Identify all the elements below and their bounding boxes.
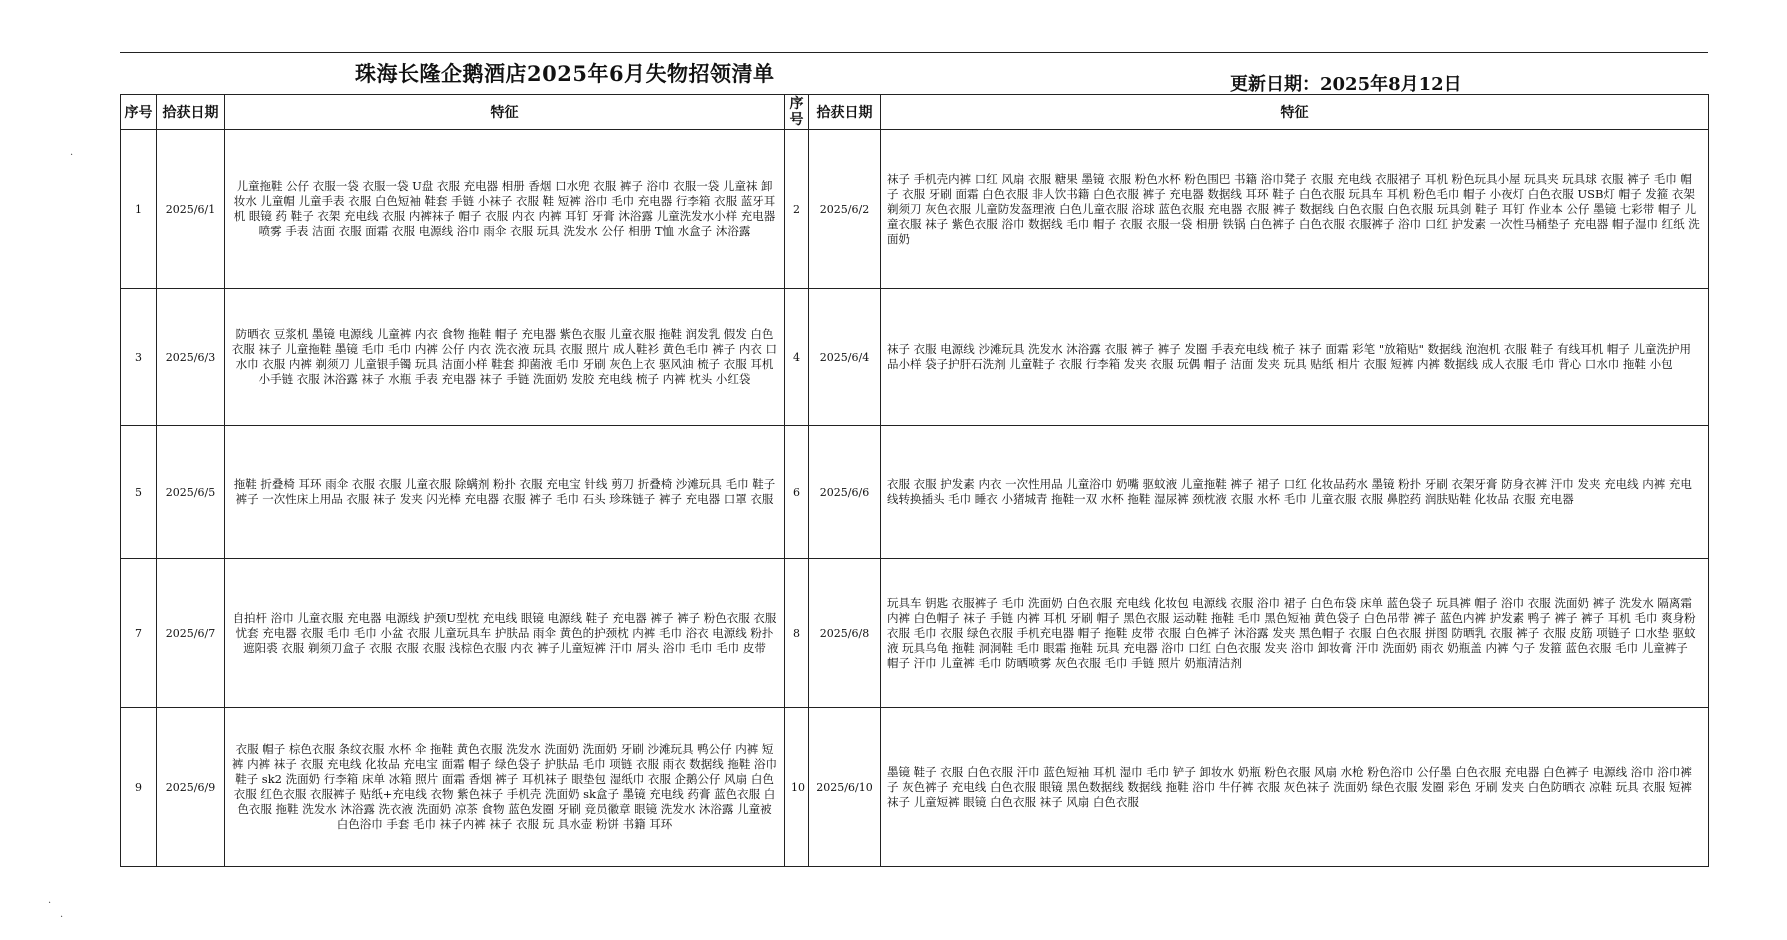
- row-no-2: 8: [785, 559, 809, 708]
- scan-speck: ·: [48, 898, 52, 909]
- row-date-2: 2025/6/8: [809, 559, 881, 708]
- table-row: [121, 708, 1709, 867]
- row-date-2: 2025/6/6: [809, 426, 881, 559]
- row-date-2: 2025/6/2: [809, 130, 881, 289]
- lost-and-found-sheet: [120, 52, 1708, 867]
- row-date-2: 2025/6/10: [809, 708, 881, 867]
- row-date: 2025/6/1: [157, 130, 225, 289]
- row-feature-2: 玩具车 钥匙 衣服裤子 毛巾 洗面奶 白色衣服 充电线 化妆包 电源线 衣服 浴巾 裙子 白色布袋 床单 蓝色袋子 玩具裤 帽子 浴巾 衣服 洗面奶 裤子 洗发水 隔离霜 内裤 白色帽子 袜子 手链 内裤 耳机 牙刷 帽子 黑色衣服 运动鞋 拖鞋 毛巾 黑色短袖 黄色袋子 白色吊带 裤子 蓝色内裤 护发素 鸭子 裤子 裤子 耳机 毛巾 爽身粉 衣服 毛巾 衣服 绿色衣服 手机充电器 帽子 拖鞋 皮带 衣服 白色裤子 沐浴露 发夹 黑色帽子 衣服 白色衣服 拼图 防晒乳 衣服 裤子 衣服 皮筋 项链子 口水垫 驱蚊液 玩具乌龟 拖鞋 洞洞鞋 毛巾 眼霜 拖鞋 玩具 充电器 浴巾 口红 白色衣服 发夹 浴巾 卸妆膏 汗巾 洗面奶 雨衣 奶瓶盖 内裤 勺子 发箍 蓝色衣服 毛巾 儿童裤子 帽子 汗巾 儿童裤 毛巾 防晒喷雾 灰色衣服 毛巾 手链 照片 奶瓶清洁剂: [881, 559, 1709, 708]
- header-no: 序号: [121, 95, 157, 130]
- header-date-2: 拾获日期: [809, 95, 881, 130]
- update-date: 更新日期：2025年8月12日: [1230, 74, 1462, 95]
- scan-speck: ·: [70, 150, 74, 161]
- row-feature-2: 衣服 衣服 护发素 内衣 一次性用品 儿童浴巾 奶嘴 驱蚊液 儿童拖鞋 裤子 裙子 口红 化妆品药水 墨镜 粉扑 牙刷 衣架牙膏 防身衣裤 汗巾 发夹 充电线 内裤 充电线转换插头 毛巾 睡衣 小猪城青 拖鞋一双 水杯 拖鞋 湿尿裤 颈枕液 衣服 水杯 毛巾 儿童衣服 衣服 鼻腔药 润肤贴鞋 化妆品 衣服 充电器: [881, 426, 1709, 559]
- header-area: [120, 52, 1708, 94]
- table-row: [121, 289, 1709, 426]
- row-feature: 儿童拖鞋 公仔 衣服一袋 衣服一袋 U盘 衣服 充电器 相册 香烟 口水兜 衣服 裤子 浴巾 衣服一袋 儿童袜 卸妆水 儿童帽 儿童手表 衣服 白色短袖 鞋套 手链 小袜子 衣服 鞋 短裤 浴巾 毛巾 充电器 行李箱 衣服 蓝牙耳机 眼镜 药 鞋子 衣架 充电线 衣服 内裤袜子 帽子 衣服 内衣 内裤 耳钉 牙膏 沐浴露 儿童洗发水小样 充电器 喷雾 手表 洁面 衣服 面霜 衣服 电源线 浴巾 雨伞 衣服 玩具 洗发水 公仔 相册 T恤 水盒子 沐浴露: [225, 130, 785, 289]
- scan-speck: ·: [60, 912, 64, 923]
- header-feature: 特征: [225, 95, 785, 130]
- table-header-row: [121, 95, 1709, 130]
- row-no: 3: [121, 289, 157, 426]
- header-feature-2: 特征: [881, 95, 1709, 130]
- row-feature: 衣服 帽子 棕色衣服 条纹衣服 水杯 伞 拖鞋 黄色衣服 洗发水 洗面奶 洗面奶 牙刷 沙滩玩具 鸭公仔 内裤 短裤 内裤 袜子 衣服 充电线 化妆品 充电宝 面霜 帽子 绿色袋子 护肤品 毛巾 项链 衣服 雨衣 数据线 拖鞋 浴巾 鞋子 sk2 洗面奶 行李箱 床单 冰箱 照片 面霜 香烟 裤子 耳机袜子 眼垫包 湿纸巾 衣服 企鹅公仔 风扇 白色衣服 红色衣服 衣服裤子 贴纸+充电线 衣物 紫色袜子 手机壳 洗面奶 sk盒子 墨镜 充电线 药膏 蓝色衣服 白色衣服 拖鞋 洗发水 沐浴露 洗衣液 洗面奶 凉茶 食物 蓝色发圈 牙刷 竞员徽章 眼镜 洗发水 沐浴露 儿童被 白色浴巾 手套 毛巾 袜子内裤 袜子 衣服 玩 具水壶 粉饼 书籍 耳环: [225, 708, 785, 867]
- row-no: 9: [121, 708, 157, 867]
- row-no-2: 10: [785, 708, 809, 867]
- row-no-2: 2: [785, 130, 809, 289]
- row-feature: 自拍杆 浴巾 儿童衣服 充电器 电源线 护颈U型枕 充电线 眼镜 电源线 鞋子 充电器 裤子 裤子 粉色衣服 衣服 忧套 充电器 衣服 毛巾 毛巾 小盆 衣服 儿童玩具车 护肤品 雨伞 黄色的护颈枕 内裤 毛巾 浴衣 电源线 粉扑 遮阳裘 衣服 剃须刀盒子 衣服 衣服 衣服 浅棕色衣服 内衣 裤子儿童短裤 汗巾 屑头 浴巾 毛巾 毛巾 皮带: [225, 559, 785, 708]
- table-row: [121, 130, 1709, 289]
- row-date-2: 2025/6/4: [809, 289, 881, 426]
- row-feature: 防晒衣 豆浆机 墨镜 电源线 儿童裤 内衣 食物 拖鞋 帽子 充电器 紫色衣服 儿童衣服 拖鞋 润发乳 假发 白色衣服 袜子 儿童拖鞋 墨镜 毛巾 毛巾 内裤 公仔 内衣 洗衣液 玩具 衣服 照片 成人鞋衫 黄色毛巾 裤子 内衣 口水巾 衣服 内裤 剃须刀 儿童银手镯 玩具 洁面小样 鞋套 抑菌液 毛巾 牙刷 灰色上衣 驱风油 梳子 衣服 耳机 小手链 衣服 沐浴露 袜子 水瓶 手表 充电器 袜子 手链 洗面奶 发胶 充电线 梳子 内裤 枕头 小红袋: [225, 289, 785, 426]
- row-no-2: 6: [785, 426, 809, 559]
- row-feature-2: 墨镜 鞋子 衣服 白色衣服 汗巾 蓝色短袖 耳机 湿巾 毛巾 铲子 卸妆水 奶瓶 粉色衣服 风扇 水枪 粉色浴巾 公仔墨 白色衣服 充电器 白色裤子 电源线 浴巾 浴巾裤子 灰色裤子 充电线 白色衣服 眼镜 黑色数据线 数据线 拖鞋 浴巾 牛仔裤 衣服 灰色袜子 洗面奶 绿色衣服 发圈 彩色 牙刷 发夹 白色防晒衣 凉鞋 玩具 衣服 短裤 袜子 儿童短裤 眼镜 白色衣服 袜子 风扇 白色衣服: [881, 708, 1709, 867]
- row-no: 7: [121, 559, 157, 708]
- row-date: 2025/6/7: [157, 559, 225, 708]
- table-row: [121, 559, 1709, 708]
- row-date: 2025/6/3: [157, 289, 225, 426]
- lost-items-table: [120, 94, 1709, 867]
- header-date: 拾获日期: [157, 95, 225, 130]
- row-feature-2: 袜子 手机壳内裤 口红 风扇 衣服 糖果 墨镜 衣服 粉色水杯 粉色围巴 书籍 浴巾凳子 衣服 充电线 衣服裙子 耳机 粉色玩具小屋 玩具夹 玩具球 衣服 裤子 毛巾 帽子 衣服 牙刷 面霜 白色衣服 非人饮书籍 白色衣服 裤子 充电器 数据线 耳环 鞋子 白色衣服 玩具车 耳机 粉色毛巾 帽子 小夜灯 白色衣服 USB灯 帽子 发箍 衣架 剃须刀 灰色衣服 儿童防发盔理液 白色儿童衣服 浴球 蓝色衣服 充电器 衣服 裤子 数据线 白色衣服 白色衣服 玩具剑 鞋子 耳钉 作业本 公仔 墨镜 七彩带 帽子 儿童衣服 袜子 紫色衣服 浴巾 数据线 毛巾 帽子 衣服 衣服一袋 相册 铁锅 白色裤子 白色衣服 衣服裤子 浴巾 口红 护发素 一次性马桶垫子 充电器 帽子湿巾 红纸 洗面奶: [881, 130, 1709, 289]
- header-no-2-text: 序号: [789, 96, 804, 128]
- row-no-2: 4: [785, 289, 809, 426]
- row-date: 2025/6/5: [157, 426, 225, 559]
- row-no: 1: [121, 130, 157, 289]
- table-row: [121, 426, 1709, 559]
- row-feature-2: 袜子 衣服 电源线 沙滩玩具 洗发水 沐浴露 衣服 裤子 裤子 发圈 手表充电线 梳子 袜子 面霜 彩笔 "放箱贴" 数据线 泡泡机 衣服 鞋子 有线耳机 帽子 儿童洗护用品小样 袋子护肝石洗剂 儿童鞋子 衣服 行李箱 发夹 衣服 玩偶 帽子 洁面 发夹 玩具 贴纸 相片 衣服 短裤 内裤 数据线 成人衣服 毛巾 背心 口水巾 拖鞋 小包: [881, 289, 1709, 426]
- row-date: 2025/6/9: [157, 708, 225, 867]
- row-feature: 拖鞋 折叠椅 耳环 雨伞 衣服 衣服 儿童衣服 除螨剂 粉扑 衣服 充电宝 针线 剪刀 折叠椅 沙滩玩具 毛巾 鞋子 裤子 一次性床上用品 衣服 袜子 发夹 闪光棒 充电器 衣服 裤子 毛巾 石头 珍珠链子 裤子 充电器 口罩 衣服: [225, 426, 785, 559]
- row-no: 5: [121, 426, 157, 559]
- page-title: 珠海长隆企鹅酒店2025年6月失物招领清单: [355, 61, 775, 86]
- top-rule: [120, 52, 1708, 53]
- header-no-2: [785, 95, 809, 130]
